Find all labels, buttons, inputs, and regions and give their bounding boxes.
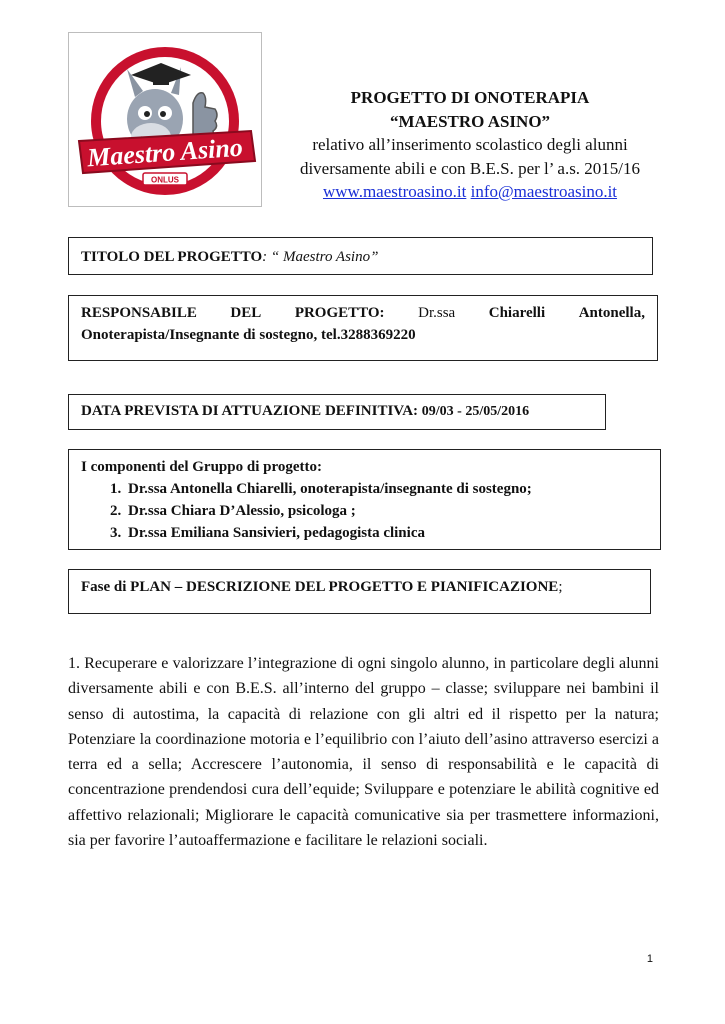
project-title-value: : “ Maestro Asino” — [262, 249, 379, 265]
header-line-4: diversamente abili e con B.E.S. per l’ a.s. 2015/16 — [299, 158, 641, 178]
document-header — [270, 86, 670, 204]
plan-box — [68, 569, 651, 614]
header-title: PROGETTO DI ONOTERAPIA — [350, 88, 590, 107]
team-heading: I componenti del Gruppo di progetto: — [81, 459, 322, 475]
team-member: 3. Dr.ssa Emiliana Sansivieri, pedagogista clinica — [125, 522, 648, 544]
responsible-word: Chiarelli — [488, 305, 546, 321]
team-member: 2. Dr.ssa Chiara D’Alessio, psicologa ; — [125, 500, 648, 522]
plan-suffix: ; — [558, 579, 563, 595]
team-list — [81, 478, 648, 544]
email-link[interactable]: info@maestroasino.it — [470, 182, 618, 201]
project-title-box — [68, 237, 653, 275]
logo-brand-text: Maestro Asino — [86, 132, 244, 173]
header-links — [270, 180, 670, 204]
header-line-3: relativo all’inserimento scolastico degli alunni — [312, 135, 628, 154]
team-box — [68, 449, 661, 550]
project-title-label: TITOLO DEL PROGETTO — [81, 249, 263, 265]
responsible-word: PROGETTO: — [294, 305, 385, 321]
responsible-box — [68, 295, 658, 361]
page-number: 1 — [646, 953, 653, 965]
logo-sub-text: ONLUS — [151, 175, 179, 185]
maestro-asino-logo — [69, 33, 261, 206]
plan-label: Fase di PLAN – DESCRIZIONE DEL PROGETTO E PIANIFICAZIONE — [81, 579, 559, 595]
schedule-dates: 09/03 - 25/05/2016 — [421, 404, 530, 419]
schedule-box — [68, 394, 606, 430]
header-subtitle: “MAESTRO ASINO” — [389, 111, 551, 131]
responsible-word: Dr.ssa — [418, 305, 456, 321]
logo-frame — [68, 32, 262, 207]
responsible-line-1 — [81, 302, 645, 324]
responsible-word: RESPONSABILE — [81, 305, 197, 321]
website-link[interactable]: www.maestroasino.it — [322, 182, 467, 201]
responsible-word: Antonella, — [578, 305, 645, 321]
team-member: 1. Dr.ssa Antonella Chiarelli, onoterapista/insegnante di sostegno; — [125, 478, 648, 500]
responsible-word: DEL — [230, 305, 262, 321]
schedule-label: DATA PREVISTA DI ATTUAZIONE DEFINITIVA: — [81, 403, 419, 419]
responsible-line-2: Onoterapista/Insegnante di sostegno, tel.3288369220 — [81, 327, 416, 343]
objectives-paragraph: 1. Recuperare e valorizzare l’integrazione di ogni singolo alunno, in particolare degli alunni diversamente abili e con B.E.S. all’interno del gruppo – classe; sviluppare nei bambini il senso di autostima, la capacità di relazione con gli altri ed il rispetto per la natura; Potenziare la coordinazione motoria e l’equilibrio con l’aiuto dell’asino attraverso esercizi a terra ed a sella; Accrescere l’autonomia, il senso di responsabilità e le capacità di concentrazione prendendosi cura dell’equide; Sviluppare e potenziare le abilità cognitive ed affettivo relazionali; Migliorare le capacità comunicative sia per trasmettere informazioni, sia per favorire l’autoaffermazione e facilitare le relazioni sociali. — [68, 655, 659, 850]
